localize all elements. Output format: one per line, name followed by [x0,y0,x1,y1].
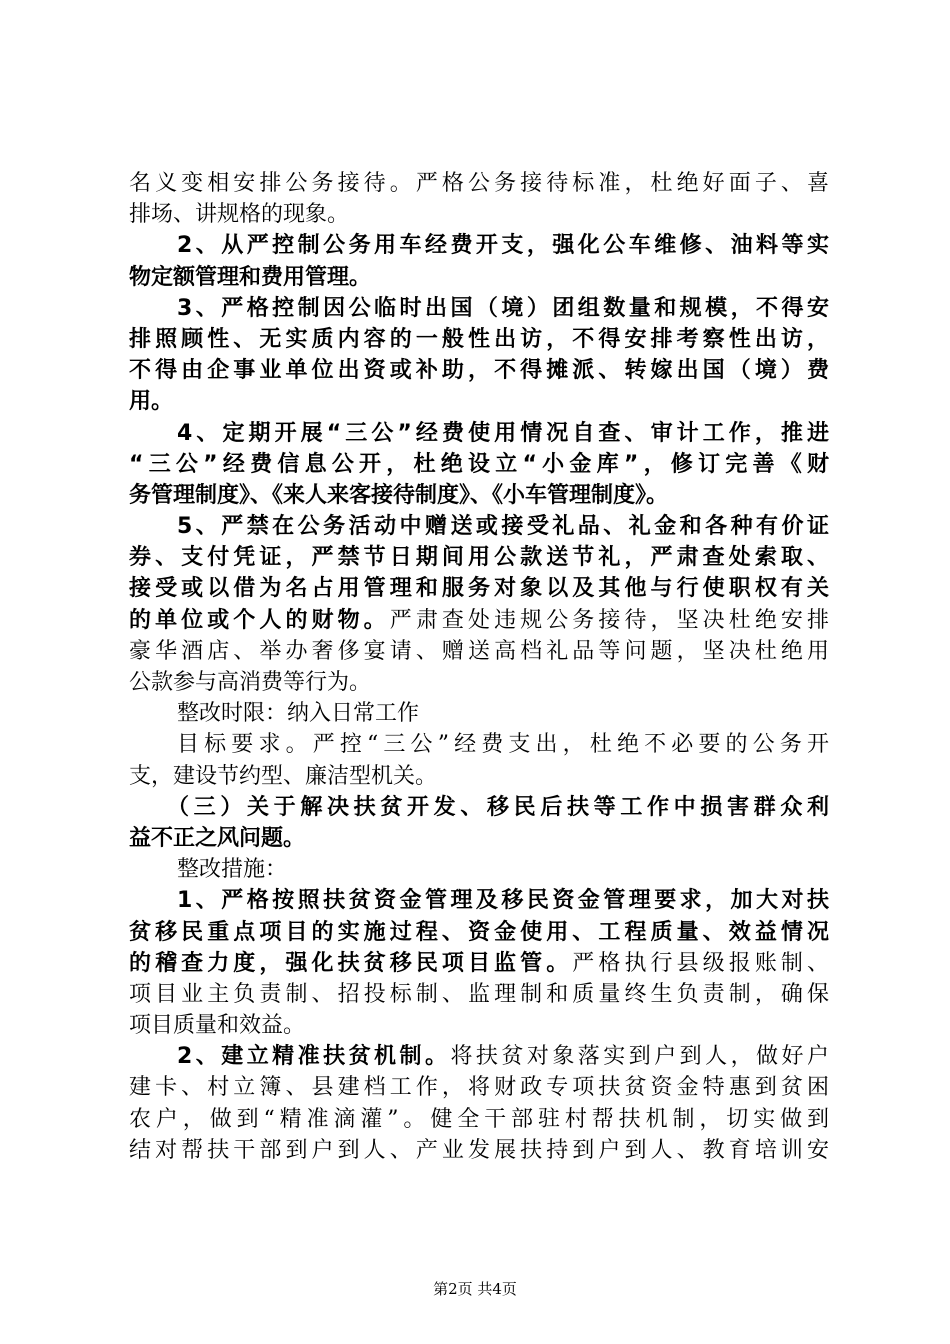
text-line: 排照顾性、无实质内容的一般性出访，不得安排考察性出访， [129,326,829,352]
regular-segment: 严肃查处违规公务接待，坚决杜绝安排 [389,607,829,633]
text-line: 接受或以借为名占用管理和服务对象以及其他与行使职权有关 [129,576,829,602]
text-line: 公款参与高消费等行为。 [129,670,372,695]
text-line: 用。 [129,389,174,415]
text-line: （三）关于解决扶贫开发、移民后扶等工作中损害群众利 [167,794,829,820]
text-line: 豪华酒店、举办奢侈宴请、赠送高档礼品等问题，坚决杜绝用 [129,638,829,664]
text-line: 整改措施： [177,857,288,883]
regular-segment: 将扶贫对象落实到户到人，做好户 [450,1044,829,1070]
text-line: 整改时限：纳入日常工作 [177,701,420,727]
document-body [129,168,829,1166]
text-line: 4、定期开展“三公”经费使用情况自查、审计工作，推进 [177,420,829,446]
page-footer: 第2页 共4页 [433,1280,517,1298]
regular-segment: 严格执行县级报账制、 [572,950,829,976]
text-line: 项目业主负责制、招投标制、监理制和质量终生负责制，确保 [129,981,829,1007]
text-line: 农户，做到“精准滴灌”。健全干部驻村帮扶机制，切实做到 [129,1106,829,1132]
text-line: 2、从严控制公务用车经费开支，强化公车维修、油料等实 [177,233,829,259]
text-line: 结对帮扶干部到户到人、产业发展扶持到户到人、教育培训安 [129,1137,829,1163]
text-line: 5、严禁在公务活动中赠送或接受礼品、礼金和各种有价证 [177,514,829,540]
text-line: 项目质量和效益。 [129,1013,306,1039]
bold-segment: 的单位或个人的财物。 [129,607,390,633]
text-line: 益不正之风问题。 [129,825,306,851]
text-line: 务管理制度》、《来人来客接待制度》、《小车管理制度》。 [129,482,669,508]
bold-segment: 的稽查力度，强化扶贫移民项目监管。 [129,950,573,976]
text-line: 目标要求。严控“三公”经费支出，杜绝不必要的公务开 [177,732,829,758]
bold-segment: 2、建立精准扶贫机制。 [177,1044,451,1070]
text-line: 名义变相安排公务接待。严格公务接待标准，杜绝好面子、喜 [129,171,829,196]
text-line: 建卡、村立簿、县建档工作，将财政专项扶贫资金特惠到贫困 [129,1075,829,1101]
text-line [129,1041,829,1072]
text-line: 支，建设节约型、廉洁型机关。 [129,763,438,789]
text-line: 物定额管理和费用管理。 [129,264,372,290]
text-line: 排场、讲规格的现象。 [129,202,350,228]
text-line [129,605,829,636]
text-line: 3、严格控制因公临时出国（境）团组数量和规模，不得安 [177,295,829,321]
text-line: 券、支付凭证，严禁节日期间用公款送节礼，严肃查处索取、 [129,545,829,571]
text-line: “三公”经费信息公开，杜绝设立“小金库”，修订完善《财 [129,451,829,477]
text-line: 不得由企事业单位出资或补助，不得摊派、转嫁出国（境）费 [129,358,829,384]
text-line: 1、严格按照扶贫资金管理及移民资金管理要求，加大对扶 [177,888,829,914]
text-line: 贫移民重点项目的实施过程、资金使用、工程质量、效益情况 [129,919,829,945]
text-line [129,948,829,979]
